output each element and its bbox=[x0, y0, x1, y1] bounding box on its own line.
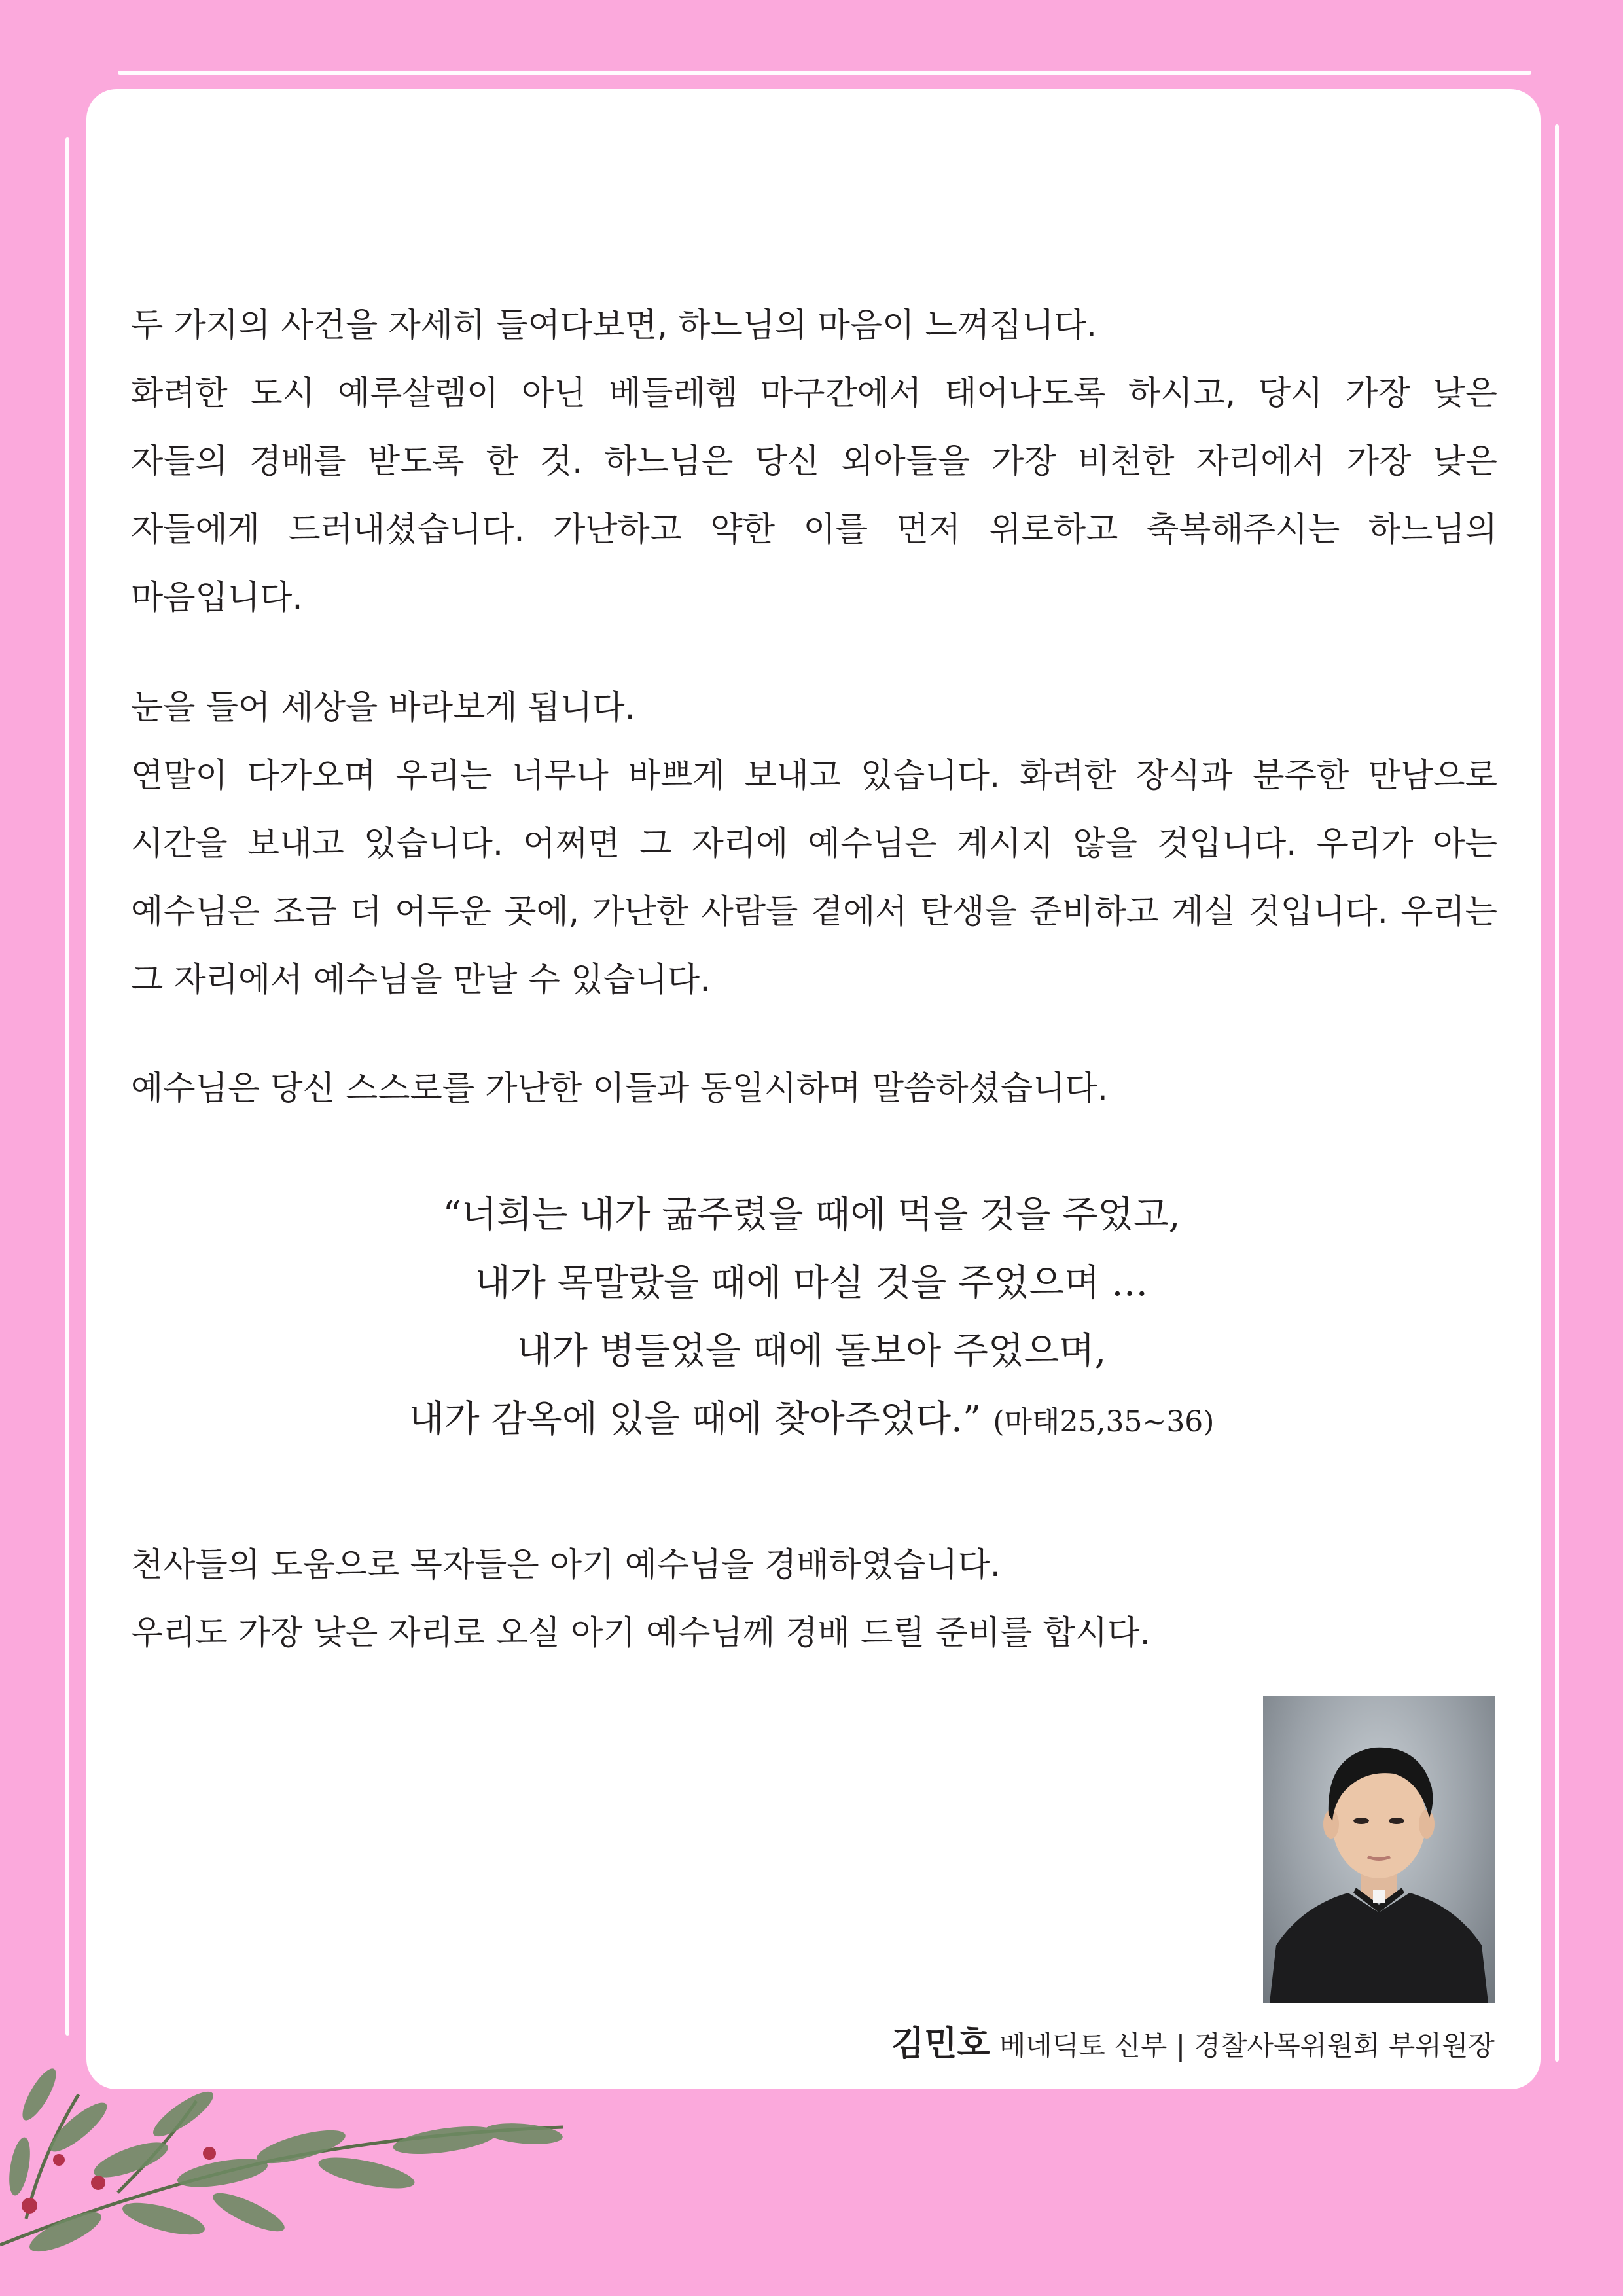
paragraph-2-line-3: 시간을 보내고 있습니다. 어쩌면 그 자리에 예수님은 계시지 않을 것입니다. 우리가 아는 bbox=[131, 825, 1497, 863]
paragraph-3 bbox=[131, 1055, 1497, 1123]
author-name: 김민호 bbox=[891, 2024, 990, 2064]
author-title: 베네딕토 신부 | 경찰사목위원회 부위원장 bbox=[999, 2030, 1495, 2062]
top-decorative-line bbox=[118, 71, 1531, 75]
paragraph-1-line-4: 자들에게 드러내셨습니다. 가난하고 약한 이를 먼저 위로하고 축복해주시는 하느님의 bbox=[131, 511, 1497, 549]
quote-line-2: 내가 목말랐을 때에 마실 것을 주었으며 … bbox=[474, 1262, 1149, 1304]
paragraph-4-line-2: 우리도 가장 낮은 자리로 오실 아기 예수님께 경배 드릴 준비를 합시다. bbox=[131, 1614, 1150, 1653]
quote-line-1: “너희는 내가 굶주렸을 때에 먹을 것을 주었고, bbox=[442, 1194, 1181, 1236]
quote-line-4-wrapper bbox=[327, 1386, 1296, 1456]
olive-branch-decoration-icon bbox=[0, 1996, 589, 2284]
paragraph-4 bbox=[131, 1532, 1497, 1668]
quote-line-3: 내가 병들었을 때에 돌보아 주었으며, bbox=[516, 1330, 1107, 1372]
right-decorative-line bbox=[1555, 124, 1559, 2062]
paragraph-2-line-5: 그 자리에서 예수님을 만날 수 있습니다. bbox=[131, 961, 711, 999]
paragraph-1-line-3: 자들의 경배를 받도록 한 것. 하느님은 당신 외아들을 가장 비천한 자리에서 가장 낮은 bbox=[131, 442, 1497, 481]
quote-reference: (마태25,35~36) bbox=[993, 1405, 1215, 1439]
paragraph-2-line-1: 눈을 들어 세상을 바라보게 됩니다. bbox=[131, 689, 635, 727]
author-signature bbox=[891, 2016, 1495, 2065]
paragraph-3-line-1: 예수님은 당신 스스로를 가난한 이들과 동일시하며 말씀하셨습니다. bbox=[131, 1069, 1108, 1108]
paragraph-1 bbox=[131, 292, 1497, 632]
paragraph-1-line-5: 마음입니다. bbox=[131, 579, 303, 617]
paragraph-2-line-4: 예수님은 조금 더 어두운 곳에, 가난한 사람들 곁에서 탄생을 준비하고 계실 것입니다. 우리는 bbox=[131, 893, 1497, 931]
author-portrait-photo bbox=[1263, 1696, 1495, 2003]
paragraph-1-line-2: 화려한 도시 예루살렘이 아닌 베들레헴 마구간에서 태어나도록 하시고, 당시 가장 낮은 bbox=[131, 374, 1497, 413]
quote-line-4: 내가 감옥에 있을 때에 찾아주었다.” bbox=[408, 1398, 982, 1441]
paragraph-2 bbox=[131, 674, 1497, 1014]
paragraph-2-line-2: 연말이 다가오며 우리는 너무나 바쁘게 보내고 있습니다. 화려한 장식과 분주한 만남으로 bbox=[131, 757, 1497, 795]
paragraph-1-line-1: 두 가지의 사건을 자세히 들여다보면, 하느님의 마음이 느껴집니다. bbox=[131, 306, 1097, 345]
paragraph-4-line-1: 천사들의 도움으로 목자들은 아기 예수님을 경배하였습니다. bbox=[131, 1546, 1001, 1585]
left-decorative-line bbox=[65, 137, 69, 2036]
portrait-drawing bbox=[1263, 1696, 1495, 2003]
scripture-quote bbox=[327, 1181, 1296, 1456]
